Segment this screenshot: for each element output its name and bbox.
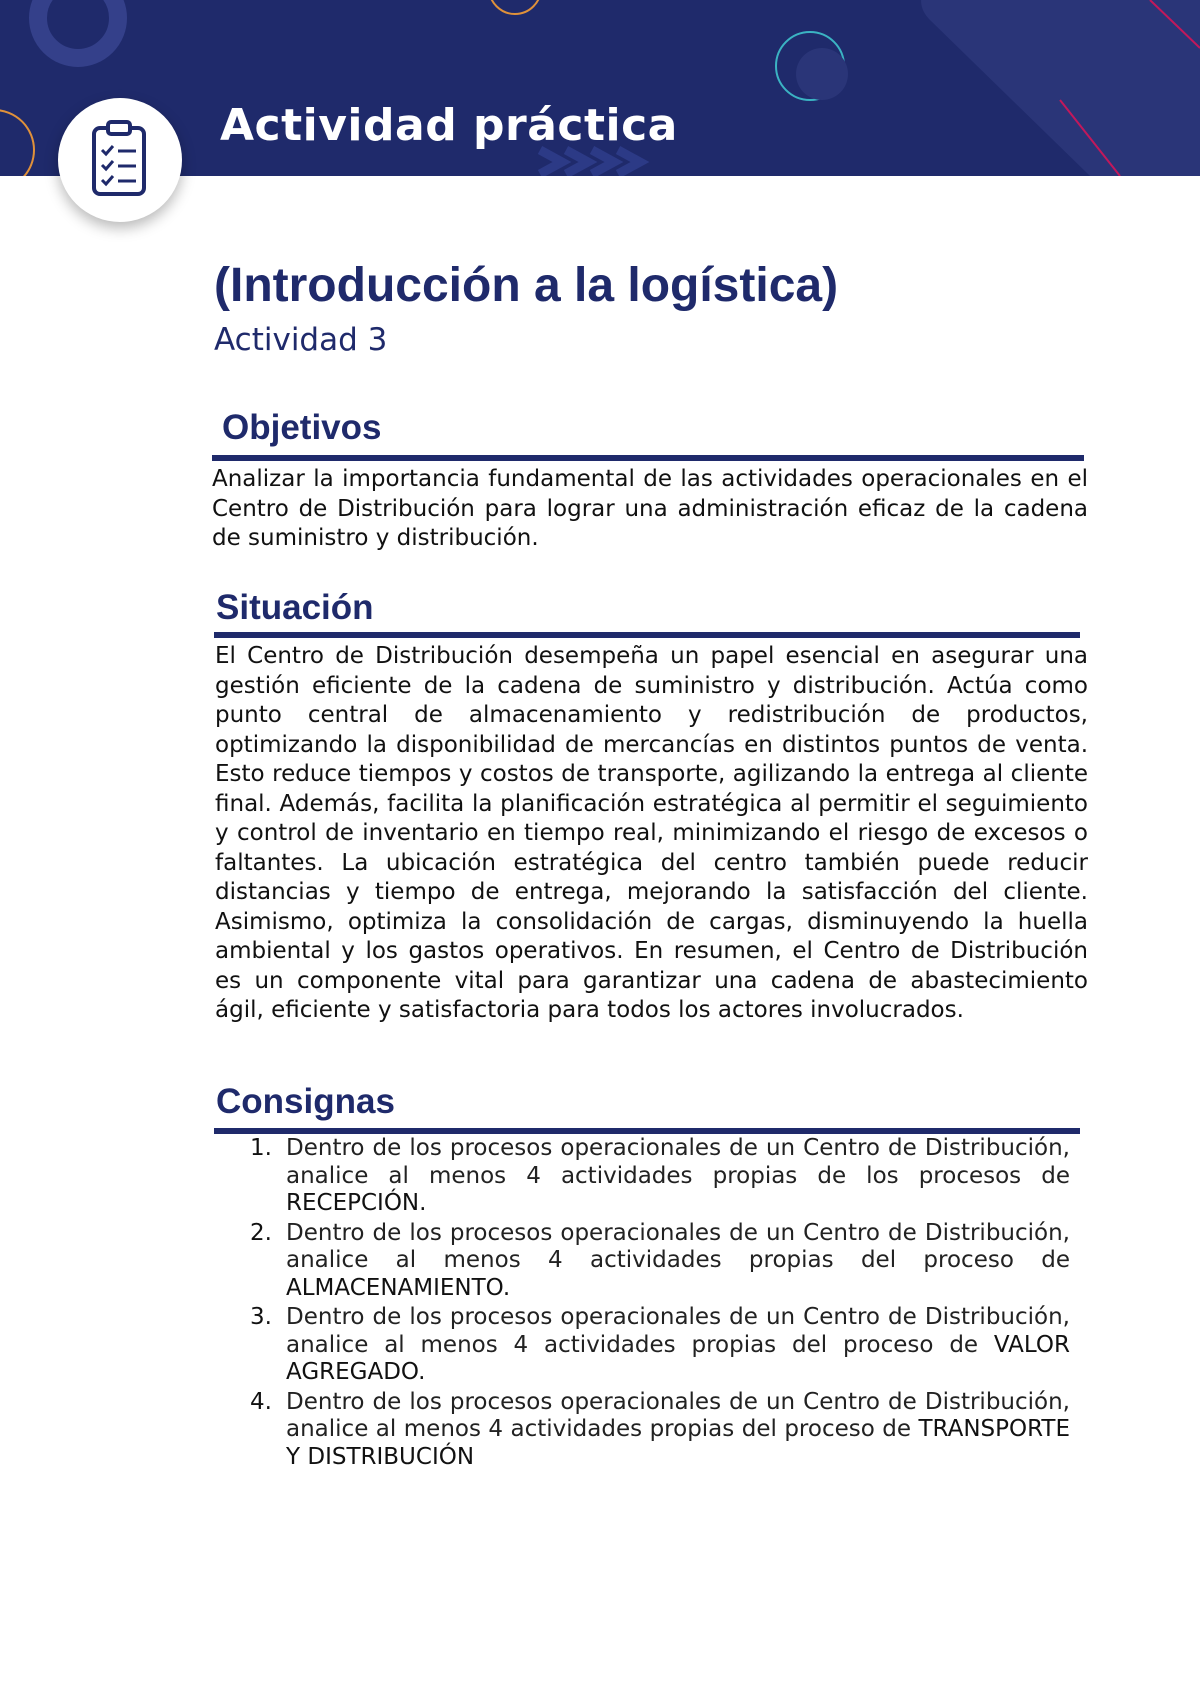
checklist-document-icon xyxy=(58,98,182,222)
section-divider xyxy=(214,1128,1080,1134)
list-item-keyword: RECEPCIÓN. xyxy=(286,1190,427,1216)
list-item xyxy=(246,1304,1070,1387)
list-item-text: Dentro de los procesos operacionales de un Centro de Distribución, analice al menos 4 actividades propias del proceso de xyxy=(286,1219,1070,1273)
list-item-text: Dentro de los procesos operacionales de un Centro de Distribución, analice al menos 4 actividades propias del proceso de xyxy=(286,1388,1070,1442)
section-divider xyxy=(214,632,1080,638)
list-item-keyword: ALMACENAMIENTO. xyxy=(286,1274,511,1301)
list-item-keyword: TRANSPORTE Y DISTRIBUCIÓN xyxy=(286,1416,1070,1470)
list-item-number: 2. xyxy=(250,1219,272,1246)
list-item-text: Dentro de los procesos operacionales de un Centro de Distribución, analice al menos 4 actividades propias de los procesos de xyxy=(286,1135,1070,1189)
list-item-number: 4. xyxy=(250,1388,272,1415)
list-item-text: Dentro de los procesos operacionales de un Centro de Distribución, analice al menos 4 actividades propias del proceso de xyxy=(286,1304,1070,1358)
list-item xyxy=(246,1389,1070,1472)
document-subtitle: Actividad 3 xyxy=(214,322,388,358)
list-item xyxy=(246,1220,1070,1303)
list-item-number: 1. xyxy=(250,1135,272,1161)
section-heading-situacion: Situación xyxy=(216,588,374,627)
section-heading-objetivos: Objetivos xyxy=(222,408,382,447)
situacion-text: El Centro de Distribución desempeña un papel esencial en asegurar una gestión eficiente de la cadena de suministro y distribución. Actúa como punto central de almacenamiento y redistribución de productos, optimizando la disponibilidad de mercancías en distintos puntos de venta. Esto reduce tiempos y costos de transporte, agilizando la entrega al cliente final. Además, facilita la planificación estratégica al permitir el seguimiento y control de inventario en tiempo real, minimizando el riesgo de excesos o faltantes. La ubicación estratégica del centro también puede reducir distancias y tiempo de entrega, mejorando la satisfacción del cliente. Asimismo, optimiza la consolidación de cargas, disminuyendo la huella ambiental y los gastos operativos. En resumen, el Centro de Distribución es un componente vital para garantizar una cadena de abastecimiento ágil, eficiente y satisfactoria para todos los actores involucrados. xyxy=(215,643,1088,1023)
list-item-number: 3. xyxy=(250,1304,272,1330)
checklist-icon-graphic xyxy=(88,120,152,200)
objetivos-text: Analizar la importancia fundamental de las actividades operacionales en el Centro de Distribución para lograr una administración eficaz de la cadena de suministro y distribución. xyxy=(212,466,1088,551)
consignas-list xyxy=(246,1135,1070,1473)
list-item xyxy=(246,1135,1070,1218)
banner-title: Actividad práctica xyxy=(220,100,678,151)
section-heading-consignas: Consignas xyxy=(216,1082,395,1121)
document-title: (Introducción a la logística) xyxy=(214,259,839,312)
section-divider xyxy=(212,455,1084,461)
list-item-keyword: VALOR AGREGADO. xyxy=(286,1331,1070,1385)
